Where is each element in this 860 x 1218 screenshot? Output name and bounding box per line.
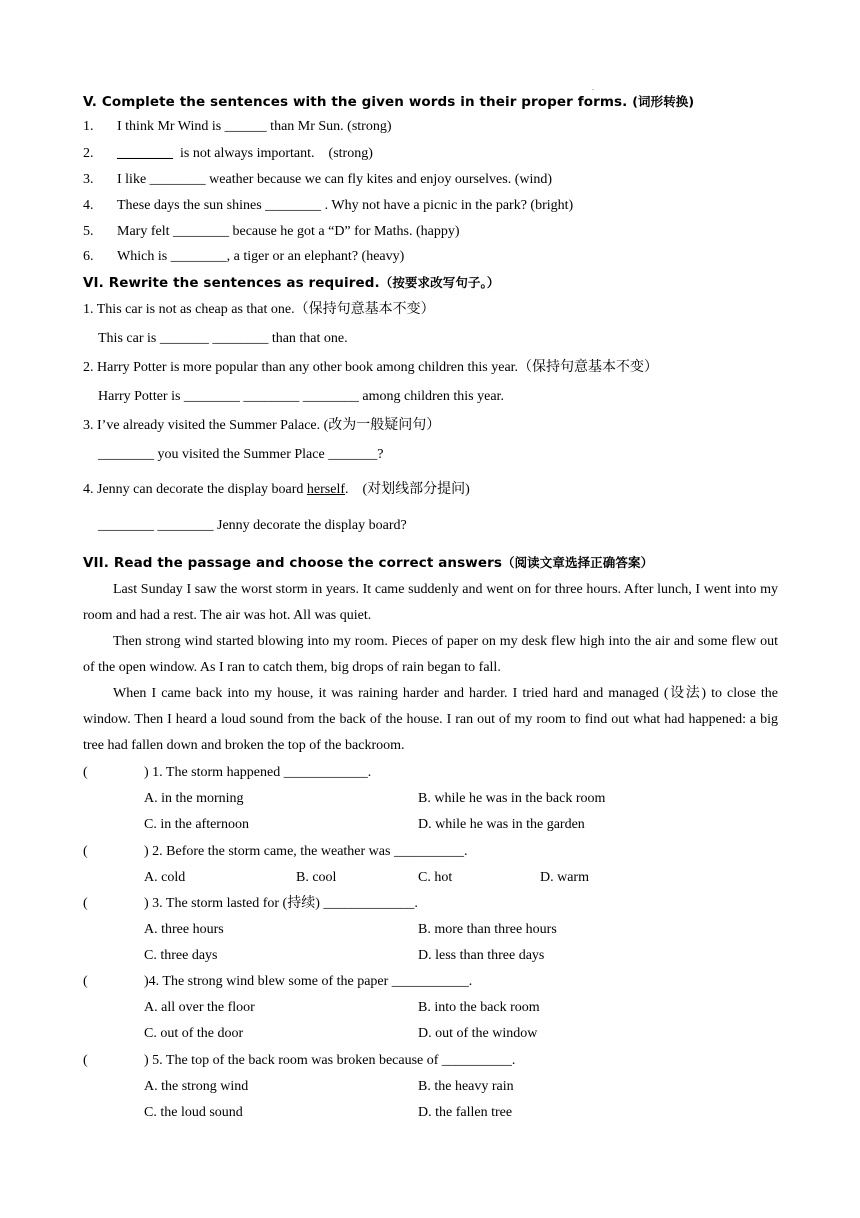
- option: A. cold: [144, 870, 186, 885]
- underlined-word: herself: [306, 482, 346, 497]
- rewrite-answer: This car is _______ ________ than that one.: [98, 331, 348, 346]
- option: C. out of the door: [144, 1026, 244, 1041]
- rewrite-question: 3. I’ve already visited the Summer Palace. (改为一般疑问句）: [83, 418, 441, 433]
- option: D. while he was in the garden: [418, 817, 585, 832]
- option: B. cool: [296, 870, 337, 885]
- option: B. while he was in the back room: [418, 791, 606, 806]
- option: C. the loud sound: [144, 1105, 243, 1120]
- answer-bracket: (: [83, 1053, 88, 1068]
- option: C. in the afternoon: [144, 817, 249, 832]
- option: A. three hours: [144, 922, 224, 937]
- option: B. more than three hours: [418, 922, 557, 937]
- rewrite-answer: ________ you visited the Summer Place _______?: [98, 447, 384, 462]
- passage-paragraph: When I came back into my house, it was raining harder and harder. I tried hard and managed (设法) to close the window. Then I heard a loud sound from the back of the house. I ran out of my room to find out what had happened: a big tree had fallen down and broken the top of the backroom.: [83, 686, 778, 753]
- option: A. all over the floor: [144, 1000, 255, 1015]
- rewrite-question: 2. Harry Potter is more popular than any other book among children this year.（保持句意基本不变）: [83, 360, 659, 375]
- option: B. into the back room: [418, 1000, 540, 1015]
- option: D. warm: [540, 870, 589, 885]
- option: A. the strong wind: [144, 1079, 249, 1094]
- option: D. the fallen tree: [418, 1105, 513, 1120]
- answer-bracket: (: [83, 896, 88, 911]
- option: A. in the morning: [144, 791, 244, 806]
- option: D. out of the window: [418, 1026, 538, 1041]
- passage-paragraph: Then strong wind started blowing into my room. Pieces of paper on my desk flew high into the air and some flew out of the open window. As I ran to catch them, big drops of rain began to fall.: [83, 634, 778, 675]
- section-6-title: VI. Rewrite the sentences as required.（按要求改写句子。）: [83, 275, 500, 291]
- section-7-title: VII. Read the passage and choose the correct answers（阅读文章选择正确答案）: [83, 555, 654, 571]
- answer-blank: ________: [117, 146, 173, 161]
- option: C. three days: [144, 948, 218, 963]
- rewrite-answer: Harry Potter is ________ ________ ________ among children this year.: [98, 389, 504, 404]
- option: D. less than three days: [418, 948, 545, 963]
- rewrite-question: 4. Jenny can decorate the display board herself. (对划线部分提问): [83, 482, 470, 497]
- passage-paragraph: Last Sunday I saw the worst storm in years. It came suddenly and went on for three hours. After lunch, I went into my room and had a rest. The air was hot. All was quiet.: [83, 582, 778, 623]
- answer-bracket: (: [83, 974, 88, 989]
- answer-bracket: (: [83, 765, 88, 780]
- section-5-title: V. Complete the sentences with the given words in their proper forms. (词形转换): [83, 94, 695, 110]
- answer-bracket: (: [83, 844, 88, 859]
- rewrite-question: 1. This car is not as cheap as that one.（保持句意基本不变）: [83, 302, 435, 317]
- reading-passage: [83, 577, 778, 759]
- rewrite-answer: ________ ________ Jenny decorate the display board?: [98, 518, 407, 533]
- worksheet-page: . V. Complete the sentences with the given words in their proper forms. (词形转换) 1. I think Mr Wind is ______ than Mr Sun. (strong) 2. ________ is not always important. (strong) 3. I like ________ weather because we can fly kites and enjoy ourselves. (wind) 4. These days the sun shines ________ . Why not have a picnic in the park? (bright) 5. Mary felt ________ because he got a “D” for Maths. (happy) 6. Which is ________, a tiger or an elephant? (heavy) VI. Rewrite the sentences as required.（按要求改写句子。） 1. This car is not as cheap as that one.（保持句意基本不变） This car is _______ ________ than that one. 2. Harry Potter is more popular than any other book among children this year.（保持句意基本不变） Harry Potter is ________ ________ ________ among children this year. 3. I’ve already visited the Summer Palace. (改为一般疑问句） ________ you visited the Summer Place _______? 4. Jenny can decorate the display board herself. (对划线部分提问) ________ ________ Jenny decorate the display board? VII. Read the passage and choose the correct answers（阅读文章选择正确答案） Last Sunday I saw the worst storm in years. It came suddenly and went on for three hours. After lunch, I went into my room and had a rest. The air was hot. All was quiet. Then strong wind started blowing into my room. Pieces of paper on my desk flew high into the air and some flew out of the open window. As I ran to catch them, big drops of rain began to fall. When I came back into my house, it was raining harder and harder. I tried hard and managed (设法) to close the window. Then I heard a loud sound from the back of the house. I ran out of my room to find out what had happened: a big tree had fallen down and broken the top of the backroom. ( ) 1. The storm happened ____________. A. in the morning B. while he was in the back room C. in the afternoon D. while he was in the garden ( ) 2. Before the storm came, the weather was __________. A. cold B. cool C. hot D. warm ( ) 3. The storm lasted for (持续) _____________. A. three hours B. more than three hours C. three days D. less than three days ( )4. The strong wind blew some of the paper ___________. A. all over the floor B. into the back room C. out of the door D. out of the window ( ) 5. The top of the back room was broken because of __________. A. the strong wind B. the heavy rain C. the loud sound D. the fallen tree: [83, 83, 778, 1120]
- option: B. the heavy rain: [418, 1079, 514, 1094]
- option: C. hot: [418, 870, 453, 885]
